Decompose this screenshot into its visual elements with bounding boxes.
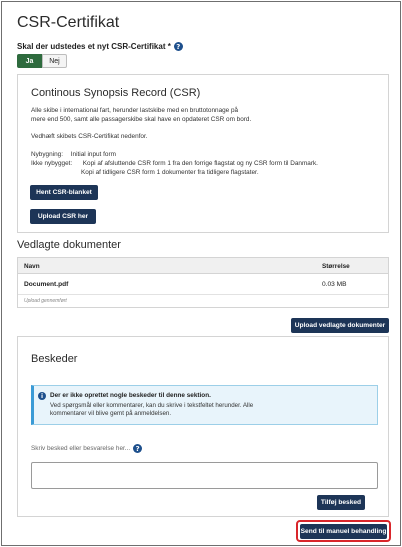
csr-intro-line-1: Alle skibe i international fart, herunder lastskibe med en bruttotonnage på [31, 107, 239, 114]
page-title: CSR-Certifikat [17, 14, 120, 31]
yes-no-toggle [17, 54, 67, 68]
csr-info-box [17, 74, 389, 233]
documents-title: Vedlagte dokumenter [17, 239, 121, 251]
info-alert-body-line-2: kommentarer vil blive gemt på anmeldelsen. [50, 410, 172, 417]
no-button[interactable]: Nej [42, 54, 67, 68]
get-csr-form-button[interactable]: Hent CSR-blanket [30, 185, 98, 200]
csr-existing-row [31, 159, 318, 168]
csr-new-label: Nybygning: [31, 151, 63, 158]
upload-status-text: Upload gennemført [24, 298, 67, 304]
info-alert-body [50, 402, 370, 418]
csr-existing-value-2: Kopi af tidligere CSR form 1 dokumenter fra tidligere flagstater. [81, 169, 259, 176]
upload-csr-button[interactable]: Upload CSR her [30, 209, 96, 224]
csr-intro-line-2: mere end 500, samt alle passagerskibe skal have en opdateret CSR om bord. [31, 116, 252, 123]
add-message-button[interactable]: Tilføj besked [317, 495, 365, 510]
message-textarea[interactable] [31, 462, 378, 489]
col-size-header: Størrelse [322, 263, 350, 270]
info-alert [31, 385, 378, 425]
form-panel [1, 1, 401, 546]
yes-button[interactable]: Ja [17, 54, 42, 68]
question-circle-icon[interactable]: ? [133, 444, 142, 453]
document-name[interactable]: Document.pdf [24, 281, 69, 288]
csr-existing-value-1: Kopi af afsluttende CSR form 1 fra den forrige flagstat og ny CSR form til Danmark. [82, 160, 318, 167]
csr-attach-text: Vedhæft skibets CSR-Certifikat nedenfor. [31, 133, 148, 140]
table-header [18, 258, 388, 274]
messages-box [17, 336, 389, 517]
documents-table [17, 257, 389, 308]
info-alert-title: Der er ikke oprettet nogle beskeder til denne sektion. [50, 392, 211, 399]
csr-new-row [31, 150, 116, 159]
messages-title: Beskeder [31, 353, 78, 365]
info-alert-body-line-1: Ved spørgsmål eller kommentarer, kan du skrive i tekstfeltet herunder. Alle [50, 402, 254, 409]
info-icon: i [38, 392, 46, 400]
message-field-label-text: Skriv besked eller besvarelse her... [31, 445, 131, 452]
message-field-label [31, 444, 142, 453]
csr-question-label: Skal der udstedes et nyt CSR-Certifikat * [17, 42, 171, 51]
send-to-manual-processing-button[interactable]: Send til manuel behandling [300, 524, 387, 539]
csr-existing-label: Ikke nybygget: [31, 160, 73, 167]
csr-new-value: Initial input form [70, 151, 116, 158]
table-row[interactable] [18, 274, 388, 295]
csr-title: Continous Synopsis Record (CSR) [31, 87, 201, 99]
upload-status [18, 295, 388, 307]
question-circle-icon[interactable]: ? [174, 42, 183, 51]
csr-question [17, 42, 183, 51]
document-size: 0.03 MB [322, 281, 347, 288]
col-name-header: Navn [24, 263, 40, 270]
submit-highlight [296, 520, 391, 542]
upload-attached-documents-button[interactable]: Upload vedlagte dokumenter [291, 318, 389, 333]
